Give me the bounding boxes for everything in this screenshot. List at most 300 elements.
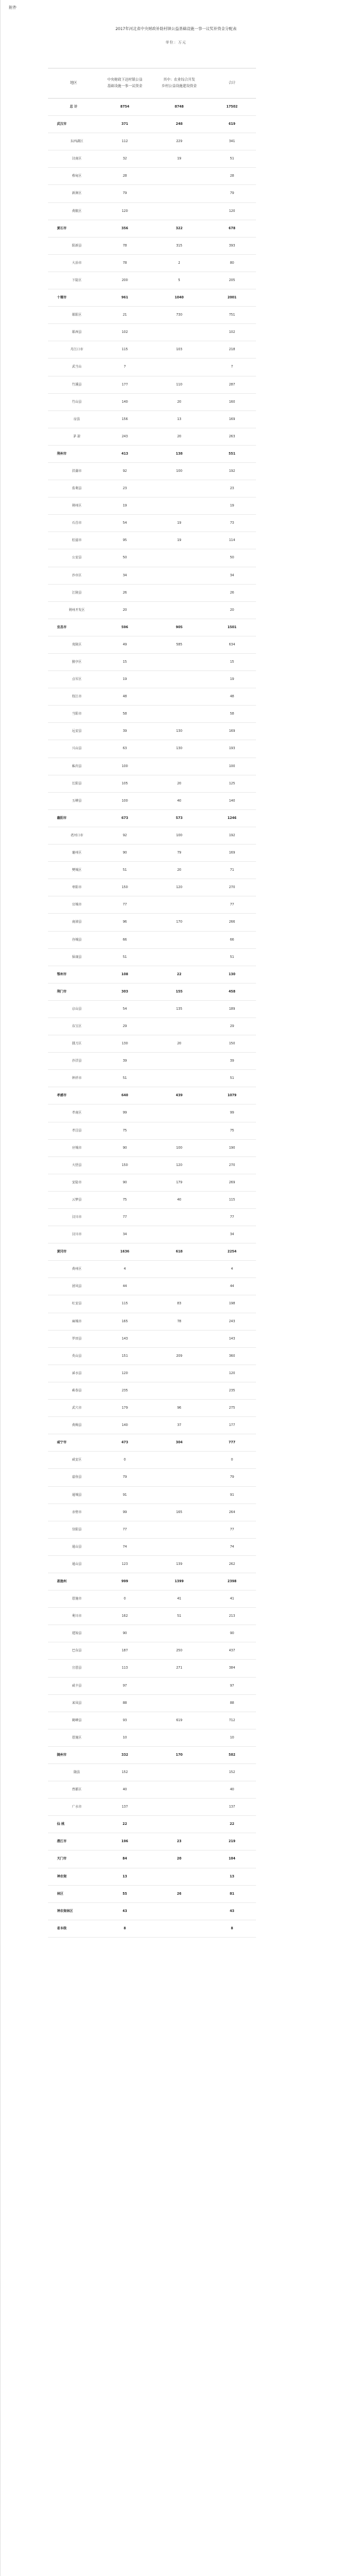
table-row (48, 1278, 256, 1295)
central-fund-cell: 999 (121, 1579, 129, 1584)
central-fund-cell: 8 (124, 1926, 126, 1931)
table-row (48, 1608, 256, 1625)
total-cell: 275 (228, 1406, 236, 1411)
agri-fund-cell: 170 (176, 920, 182, 925)
total-cell: 79 (230, 1475, 234, 1480)
total-cell: 634 (228, 642, 236, 647)
agri-fund-cell: 155 (175, 989, 183, 994)
agri-fund-cell: 1399 (175, 1579, 184, 1584)
agri-fund-cell: 103 (176, 348, 182, 352)
central-fund-cell: 356 (121, 226, 129, 231)
total-cell: 777 (228, 1441, 236, 1445)
region-cell (48, 1087, 99, 1104)
table-row (48, 446, 256, 463)
agri-fund-cell: 26 (177, 1891, 182, 1896)
total-cell: 437 (228, 1649, 236, 1653)
total-cell: 393 (228, 243, 236, 248)
agri-fund-cell (150, 498, 208, 514)
region-label: 省本级 (57, 1926, 67, 1931)
central-fund-cell: 10 (122, 1735, 127, 1740)
central-fund-cell: 84 (122, 1857, 127, 1861)
table-row (48, 1833, 256, 1851)
table-row (48, 498, 256, 515)
table-row (48, 585, 256, 602)
total-cell: 712 (228, 1718, 236, 1722)
table-header (48, 69, 256, 99)
central-fund-cell: 150 (122, 1163, 128, 1167)
central-fund-cell: 137 (122, 1805, 128, 1810)
region-cell: 沙洋县 (72, 1059, 82, 1064)
agri-fund-cell: 573 (175, 816, 183, 820)
table-row (48, 1851, 256, 1868)
central-fund-cell: 105 (122, 781, 128, 786)
central-fund-cell: 100 (122, 798, 128, 803)
region-cell (48, 1747, 99, 1763)
agri-fund-cell: 110 (176, 382, 182, 387)
table-row (48, 688, 256, 706)
region-cell (48, 1816, 99, 1833)
central-fund-cell: 162 (122, 1614, 128, 1619)
total-cell: 384 (228, 1666, 236, 1671)
table-row (48, 1001, 256, 1018)
region-cell: 广水市 (72, 1805, 82, 1810)
central-fund-cell: 165 (122, 1319, 128, 1324)
agri-fund-cell (150, 706, 208, 722)
total-cell: 4 (230, 1267, 234, 1272)
total-cell: 114 (228, 539, 236, 543)
region-cell (48, 619, 99, 636)
table-row (48, 220, 256, 238)
total-cell: 125 (228, 781, 236, 786)
agri-fund-cell: 135 (176, 1007, 182, 1011)
region-cell: 枣阳市 (72, 886, 82, 890)
table-row (48, 1140, 256, 1157)
table-row (48, 1920, 256, 1938)
total-cell: 75 (230, 1128, 234, 1133)
total-cell: 193 (228, 747, 236, 751)
table-row (48, 567, 256, 585)
table-row (48, 463, 256, 480)
agri-fund-cell (150, 1903, 208, 1920)
central-fund-cell: 673 (121, 816, 129, 820)
header-agri-fund: 其中：农业综合开发 乡村公益设施建设资金 (161, 78, 197, 88)
region-cell: 嘉鱼县 (72, 1475, 82, 1480)
region-label: 荆州市 (57, 451, 67, 456)
region-cell: 应城市 (72, 1146, 82, 1150)
total-cell: 80 (230, 261, 234, 265)
agri-fund-cell (150, 1816, 208, 1833)
table-row (48, 150, 256, 168)
central-fund-cell: 99 (122, 1510, 127, 1514)
table-row (48, 896, 256, 914)
agri-fund-cell (150, 1278, 208, 1295)
agri-fund-cell (150, 1781, 208, 1798)
region-cell: 麻城市 (72, 1319, 82, 1324)
total-cell: 34 (230, 573, 234, 578)
central-fund-cell: 97 (122, 1683, 127, 1688)
region-cell: 竹溪县 (72, 382, 82, 387)
agri-fund-cell: 20 (177, 434, 182, 439)
total-cell: 22 (230, 1822, 234, 1827)
region-label: 武汉市 (57, 122, 67, 127)
central-fund-cell: 54 (122, 521, 127, 526)
central-fund-cell: 13 (122, 1874, 127, 1879)
table-row (48, 793, 256, 810)
total-cell: 262 (228, 1562, 236, 1566)
central-fund-cell: 40 (122, 1788, 127, 1792)
central-fund-cell: 96 (122, 920, 127, 925)
table-row (48, 1695, 256, 1712)
total-cell: 243 (228, 1319, 236, 1324)
central-fund-cell: 20 (122, 608, 127, 612)
central-fund-cell: 640 (121, 1094, 129, 1098)
region-label: 神农架林区 (57, 1909, 74, 1913)
table-row (48, 810, 256, 827)
table-row (48, 480, 256, 498)
agri-fund-cell (150, 1487, 208, 1503)
agri-fund-cell: 13 (177, 417, 182, 421)
total-cell: 143 (228, 1336, 236, 1341)
region-cell: 远安县 (72, 729, 82, 734)
total-cell: 66 (230, 937, 234, 942)
total-cell: 2254 (227, 1250, 237, 1254)
total-cell: 120 (228, 1371, 236, 1375)
central-fund-cell: 961 (121, 296, 129, 300)
table-row (48, 1816, 256, 1833)
central-fund-cell: 15 (122, 660, 127, 664)
region-cell: 巴东县 (72, 1649, 82, 1653)
table-row (48, 185, 256, 202)
table-row (48, 1105, 256, 1122)
region-cell: 曾都区 (72, 1788, 82, 1792)
table-row (48, 203, 256, 220)
agri-fund-cell (150, 567, 208, 584)
central-fund-cell: 77 (122, 903, 127, 907)
total-cell: 100 (228, 764, 236, 768)
table-row (48, 862, 256, 879)
total-cell: 160 (228, 400, 236, 404)
central-fund-cell: 39 (122, 729, 127, 734)
agri-fund-cell: 271 (176, 1666, 182, 1671)
central-fund-cell: 48 (122, 695, 127, 699)
central-fund-cell: 90 (122, 851, 127, 855)
central-fund-cell: 115 (122, 1302, 128, 1306)
agri-fund-cell: 83 (177, 1302, 182, 1306)
total-cell: 81 (230, 1891, 234, 1896)
region-cell: 南漳县 (72, 920, 82, 925)
region-cell: 竹山县 (72, 400, 82, 404)
total-cell: 270 (228, 1163, 236, 1167)
agri-fund-cell: 248 (175, 122, 183, 127)
central-fund-cell: 66 (122, 937, 127, 942)
agri-fund-cell (150, 1382, 208, 1399)
agri-fund-cell: 20 (177, 400, 182, 404)
table-row (48, 1331, 256, 1348)
unit-label: 单位：万元 (165, 41, 187, 45)
total-cell: 17502 (226, 105, 238, 109)
table-row (48, 619, 256, 636)
agri-fund-cell (150, 1261, 208, 1277)
region-cell: 通城县 (72, 1493, 82, 1497)
table-row (48, 1487, 256, 1504)
total-cell: 77 (230, 1215, 234, 1219)
agri-fund-cell (150, 602, 208, 619)
total-cell: 169 (228, 729, 236, 734)
region-cell: 下陆区 (72, 278, 82, 282)
region-cell: 东宝区 (72, 1024, 82, 1028)
central-fund-cell: 75 (122, 1128, 127, 1133)
region-cell: 松滋市 (72, 539, 82, 543)
central-fund-cell: 143 (122, 1336, 128, 1341)
agri-fund-cell (150, 1920, 208, 1937)
central-fund-cell: 39 (122, 1059, 127, 1064)
total-cell: 266 (228, 920, 236, 925)
table-row (48, 984, 256, 1001)
table-row (48, 1747, 256, 1764)
table-row (48, 1903, 256, 1920)
total-cell: 751 (228, 313, 236, 318)
table-row (48, 1018, 256, 1035)
agri-fund-cell (150, 1105, 208, 1121)
agri-fund-cell: 179 (176, 1180, 182, 1185)
central-fund-cell: 95 (122, 539, 127, 543)
region-cell: 崇阳县 (72, 1527, 82, 1532)
agri-fund-cell: 40 (177, 798, 182, 803)
table-row (48, 1417, 256, 1434)
table-row (48, 549, 256, 567)
total-cell: 97 (230, 1683, 234, 1688)
table-row (48, 1348, 256, 1365)
agri-fund-cell: 37 (177, 1423, 182, 1428)
agri-fund-cell: 250 (176, 1649, 182, 1653)
agri-fund-cell: 100 (176, 833, 182, 838)
total-cell: 213 (228, 1614, 236, 1619)
agri-fund-cell (150, 758, 208, 775)
central-fund-cell: 50 (122, 556, 127, 560)
region-cell (48, 1886, 99, 1902)
agri-fund-cell (150, 480, 208, 497)
table-row (48, 723, 256, 740)
table-row (48, 740, 256, 757)
agri-fund-cell: 304 (175, 1441, 183, 1445)
total-cell: 177 (228, 1423, 236, 1428)
table-row (48, 99, 256, 116)
region-label: 天门市 (57, 1857, 67, 1861)
central-fund-cell: 88 (122, 1701, 127, 1705)
document-title: 2017年河北省中央财政补助村镇公益基础设施一事一议奖补资金分配表 (115, 27, 237, 31)
agri-fund-cell: 139 (176, 1562, 182, 1566)
agri-fund-cell: 165 (176, 1510, 182, 1514)
table-row (48, 1243, 256, 1261)
central-fund-cell: 79 (122, 1475, 127, 1480)
table-row (48, 1087, 256, 1105)
agri-fund-cell (150, 1678, 208, 1694)
total-cell: 205 (228, 278, 236, 282)
total-cell: 104 (228, 1857, 236, 1861)
table-row (48, 289, 256, 307)
central-fund-cell: 19 (122, 677, 127, 682)
total-cell: 219 (228, 1840, 236, 1844)
agri-fund-cell (150, 1695, 208, 1712)
agri-fund-cell (150, 1764, 208, 1781)
region-label: 仙 桃 (57, 1822, 65, 1827)
central-fund-cell: 26 (122, 590, 127, 595)
central-fund-cell: 78 (122, 243, 127, 248)
region-cell: 黄州区 (72, 1267, 82, 1272)
agri-fund-cell: 1040 (175, 296, 184, 300)
region-cell (48, 1243, 99, 1260)
region-cell: 丹江口市 (70, 348, 83, 352)
agri-fund-cell (150, 1018, 208, 1035)
agri-fund-cell (150, 1365, 208, 1382)
agri-fund-cell (150, 1226, 208, 1243)
agri-fund-cell (150, 1868, 208, 1885)
agri-fund-cell (150, 1053, 208, 1069)
agri-fund-cell: 439 (175, 1094, 183, 1098)
central-fund-cell: 140 (122, 400, 128, 404)
region-cell: 黄梅县 (72, 1423, 82, 1428)
agri-fund-cell (150, 896, 208, 913)
agri-fund-cell: 730 (176, 313, 182, 318)
agri-fund-cell (150, 1625, 208, 1642)
region-cell: 鹤峰县 (72, 1718, 82, 1722)
table-row (48, 1209, 256, 1226)
region-cell: 石首市 (72, 521, 82, 526)
central-fund-cell: 19 (122, 504, 127, 508)
total-cell: 90 (230, 1632, 234, 1636)
region-label: 黄石市 (57, 226, 67, 231)
region-cell: 阳新县 (72, 243, 82, 248)
total-cell: 120 (228, 209, 236, 213)
total-cell: 51 (230, 955, 234, 959)
table-row (48, 515, 256, 532)
region-cell: 建始县 (72, 1632, 82, 1636)
table-row (48, 1174, 256, 1192)
agri-fund-cell (150, 1799, 208, 1815)
agri-fund-cell (150, 203, 208, 220)
table-row (48, 654, 256, 671)
total-cell: 360 (228, 1354, 236, 1358)
table-row (48, 532, 256, 549)
central-fund-cell: 120 (122, 1371, 128, 1375)
table-row (48, 636, 256, 654)
total-cell: 1246 (227, 816, 237, 820)
region-cell: 罗田县 (72, 1336, 82, 1341)
region-label: 恩施州 (57, 1579, 67, 1584)
total-cell: 13 (230, 1874, 234, 1879)
agri-fund-cell (150, 1539, 208, 1555)
central-fund-cell: 99 (122, 1111, 127, 1115)
table-row (48, 1365, 256, 1382)
table-row (48, 949, 256, 966)
agri-fund-cell: 79 (177, 851, 182, 855)
agri-fund-cell: 130 (176, 729, 182, 734)
total-cell: 198 (228, 1302, 236, 1306)
region-cell: 通山县 (72, 1544, 82, 1549)
region-cell (48, 1833, 99, 1850)
agri-fund-cell: 170 (175, 1753, 183, 1757)
central-fund-cell: 74 (122, 1544, 127, 1549)
total-cell: 43 (230, 1909, 234, 1913)
central-fund-cell: 1636 (120, 1250, 129, 1254)
total-cell: 115 (228, 1197, 236, 1202)
total-cell: 502 (228, 1753, 236, 1757)
total-cell: 19 (230, 504, 234, 508)
central-fund-cell: 371 (121, 122, 129, 127)
region-cell (48, 220, 99, 237)
central-fund-cell: 32 (122, 157, 127, 161)
header-central-fund: 中央财政下达村镇公益 基础设施一事一议资金 (107, 78, 143, 88)
agri-fund-cell (150, 1209, 208, 1226)
table-row (48, 1712, 256, 1729)
central-fund-cell: 115 (122, 348, 128, 352)
agri-fund-cell: 229 (176, 140, 182, 144)
central-fund-cell: 120 (122, 209, 128, 213)
central-fund-cell: 28 (122, 174, 127, 179)
total-cell: 34 (230, 1233, 234, 1237)
table-row (48, 1729, 256, 1747)
total-cell: 152 (228, 1770, 236, 1774)
total-cell: 137 (228, 1805, 236, 1810)
table-row (48, 1313, 256, 1331)
agri-fund-cell (150, 549, 208, 566)
total-cell: 235 (228, 1388, 236, 1393)
agri-fund-cell (150, 585, 208, 601)
agri-fund-cell: 20 (177, 868, 182, 873)
agri-fund-cell (150, 654, 208, 670)
region-cell (48, 1851, 99, 1867)
region-cell: 红安县 (72, 1302, 82, 1306)
central-fund-cell: 34 (122, 1233, 127, 1237)
total-cell: 74 (230, 1544, 234, 1549)
region-cell: 咸丰县 (72, 1683, 82, 1688)
region-cell: 枝江市 (72, 695, 82, 699)
region-cell: 襄州区 (72, 851, 82, 855)
central-fund-cell: 44 (122, 1284, 127, 1289)
total-cell: 619 (228, 122, 236, 127)
central-fund-cell: 0 (124, 1597, 126, 1601)
region-cell: 郧西县 (72, 330, 82, 335)
region-cell: 武当山 (72, 365, 82, 369)
central-fund-cell: 102 (122, 330, 128, 335)
table-row (48, 1781, 256, 1799)
table-row (48, 671, 256, 688)
table-row (48, 428, 256, 446)
agri-fund-cell: 2 (178, 261, 180, 265)
central-fund-cell: 43 (122, 1909, 127, 1913)
total-cell: 169 (228, 417, 236, 421)
total-cell: 51 (230, 1076, 234, 1081)
total-cell: 678 (228, 226, 236, 231)
agri-fund-cell: 96 (177, 1406, 182, 1411)
total-cell: 50 (230, 556, 234, 560)
region-label: 随州市 (57, 1753, 67, 1757)
total-cell: 51 (230, 157, 234, 161)
central-fund-cell: 7 (124, 365, 126, 369)
table-row (48, 133, 256, 150)
table-row (48, 966, 256, 984)
region-label: 宜昌市 (57, 625, 67, 629)
agri-fund-cell: 100 (176, 1146, 182, 1150)
table-row (48, 116, 256, 133)
page-left-border (0, 0, 1, 2576)
agri-fund-cell: 120 (176, 886, 182, 890)
table-row (48, 1625, 256, 1642)
central-fund-cell: 332 (121, 1753, 129, 1757)
region-cell: 宣恩县 (72, 1666, 82, 1671)
central-fund-cell: 413 (121, 451, 129, 456)
region-cell: 钟祥市 (72, 1076, 82, 1081)
